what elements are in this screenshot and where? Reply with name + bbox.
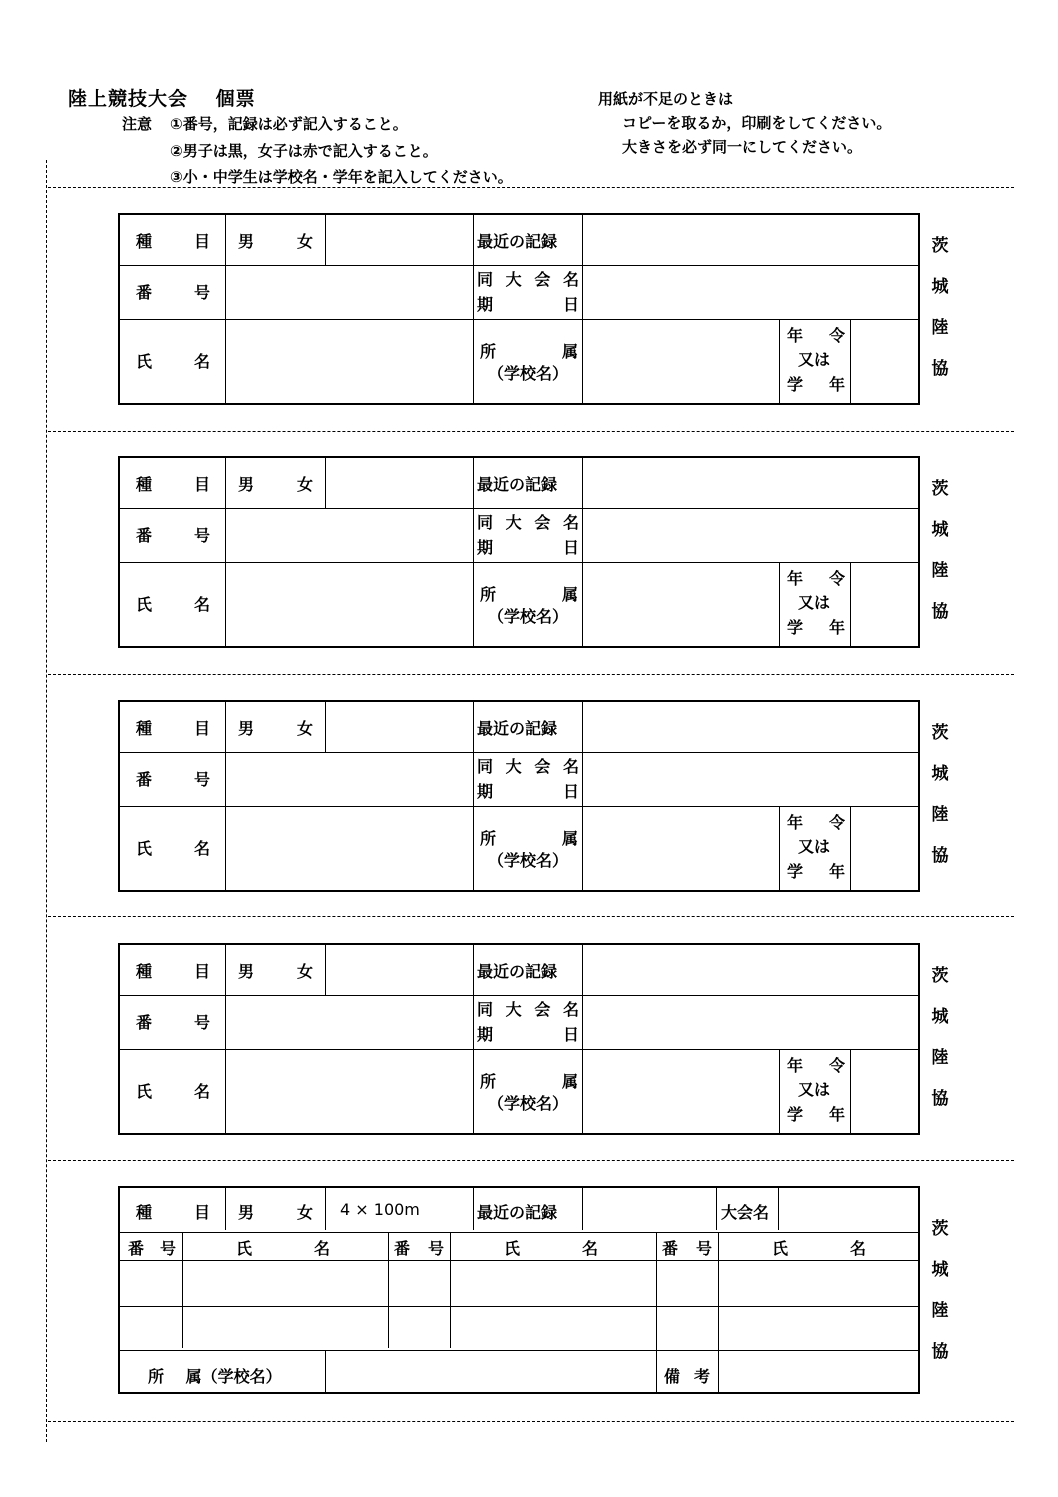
name-label: 氏 名: [136, 1082, 210, 1101]
school-label: （学校名）: [488, 364, 569, 383]
relay-number-header-1: 番 号: [128, 1239, 176, 1258]
meet-name-label: 同 大 会 名: [477, 757, 579, 776]
gender-label: 男 女: [238, 962, 313, 981]
number-label: 番 号: [136, 770, 210, 789]
name-label: 氏 名: [136, 839, 210, 858]
affiliation-label: 所 属: [480, 585, 578, 604]
note-label: 注意: [122, 115, 153, 133]
age-label: 年 令: [787, 1056, 845, 1075]
name-label: 氏 名: [136, 595, 210, 614]
note-3: ③小・中学生は学校名・学年を記入してください。: [170, 168, 513, 186]
date-label: 期 日: [477, 1025, 579, 1044]
relay-number-header-3: 番 号: [662, 1239, 712, 1258]
meet-name-label: 同 大 会 名: [477, 270, 579, 289]
or-label: 又は: [798, 1080, 831, 1099]
number-label: 番 号: [136, 1013, 210, 1032]
number-label: 番 号: [136, 526, 210, 545]
gender-label: 男 女: [238, 719, 313, 738]
side-stamp: 茨 城 陸 協: [931, 966, 949, 1109]
paper-line-2: 大きさを必ず同一にしてください。: [622, 138, 863, 156]
affiliation-label: 所 属: [480, 342, 578, 361]
paper-line-1: コピーを取るか，印刷をしてください。: [622, 114, 892, 132]
relay-event-label: 種 目: [136, 1203, 210, 1222]
date-label: 期 日: [477, 295, 579, 314]
school-label: （学校名）: [488, 607, 569, 626]
relay-meet-name-label: 大会名: [721, 1203, 770, 1222]
recent-record-label: 最近の記録: [477, 962, 558, 981]
side-stamp: 茨 城 陸 協: [931, 723, 949, 866]
event-label: 種 目: [136, 232, 210, 251]
relay-name-header-2: 氏 名: [504, 1239, 598, 1258]
number-label: 番 号: [136, 283, 210, 302]
grade-label: 学 年: [787, 375, 845, 394]
cut-line: [48, 431, 1014, 432]
cut-line: [48, 916, 1014, 917]
affiliation-label: 所 属: [480, 829, 578, 848]
entry-card: [118, 700, 920, 892]
grade-label: 学 年: [787, 1105, 845, 1124]
cut-line: [48, 1421, 1014, 1422]
cut-line-vertical: [46, 160, 47, 1442]
school-label: （学校名）: [488, 851, 569, 870]
age-label: 年 令: [787, 326, 845, 345]
meet-name-label: 同 大 会 名: [477, 513, 579, 532]
page-title: 陸上競技大会 個票: [68, 88, 256, 110]
recent-record-label: 最近の記録: [477, 232, 558, 251]
note-2: ②男子は黒，女子は赤で記入すること。: [170, 142, 438, 160]
grade-label: 学 年: [787, 618, 845, 637]
grade-label: 学 年: [787, 862, 845, 881]
gender-label: 男 女: [238, 475, 313, 494]
meet-name-label: 同 大 会 名: [477, 1000, 579, 1019]
cut-line: [48, 674, 1014, 675]
age-label: 年 令: [787, 813, 845, 832]
school-label: （学校名）: [488, 1094, 569, 1113]
note-1: ①番号，記録は必ず記入すること。: [170, 115, 408, 133]
or-label: 又は: [798, 593, 831, 612]
relay-number-header-2: 番 号: [394, 1239, 444, 1258]
side-stamp: 茨 城 陸 協: [931, 236, 949, 379]
relay-recent-record-label: 最近の記録: [477, 1203, 558, 1222]
cut-line: [48, 187, 1014, 188]
recent-record-label: 最近の記録: [477, 475, 558, 494]
or-label: 又は: [798, 350, 831, 369]
paper-title: 用紙が不足のときは: [598, 90, 734, 108]
entry-card: [118, 213, 920, 405]
relay-gender-label: 男 女: [238, 1203, 313, 1222]
date-label: 期 日: [477, 538, 579, 557]
name-label: 氏 名: [136, 352, 210, 371]
cut-line: [48, 1160, 1014, 1161]
relay-name-header-1: 氏 名: [236, 1239, 330, 1258]
recent-record-label: 最近の記録: [477, 719, 558, 738]
event-label: 種 目: [136, 475, 210, 494]
event-label: 種 目: [136, 962, 210, 981]
entry-card: [118, 456, 920, 648]
event-label: 種 目: [136, 719, 210, 738]
or-label: 又は: [798, 837, 831, 856]
gender-label: 男 女: [238, 232, 313, 251]
age-label: 年 令: [787, 569, 845, 588]
entry-card: [118, 943, 920, 1135]
relay-name-header-3: 氏 名: [772, 1239, 866, 1258]
relay-card: [118, 1186, 920, 1394]
relay-remarks-label: 備 考: [664, 1367, 710, 1386]
side-stamp: 茨 城 陸 協: [931, 479, 949, 622]
relay-event-value: 4 × 100m: [340, 1200, 420, 1219]
affiliation-label: 所 属: [480, 1072, 578, 1091]
relay-side-stamp: 茨 城 陸 協: [931, 1219, 949, 1362]
relay-affiliation-label: 所 属（学校名）: [148, 1367, 282, 1386]
date-label: 期 日: [477, 782, 579, 801]
